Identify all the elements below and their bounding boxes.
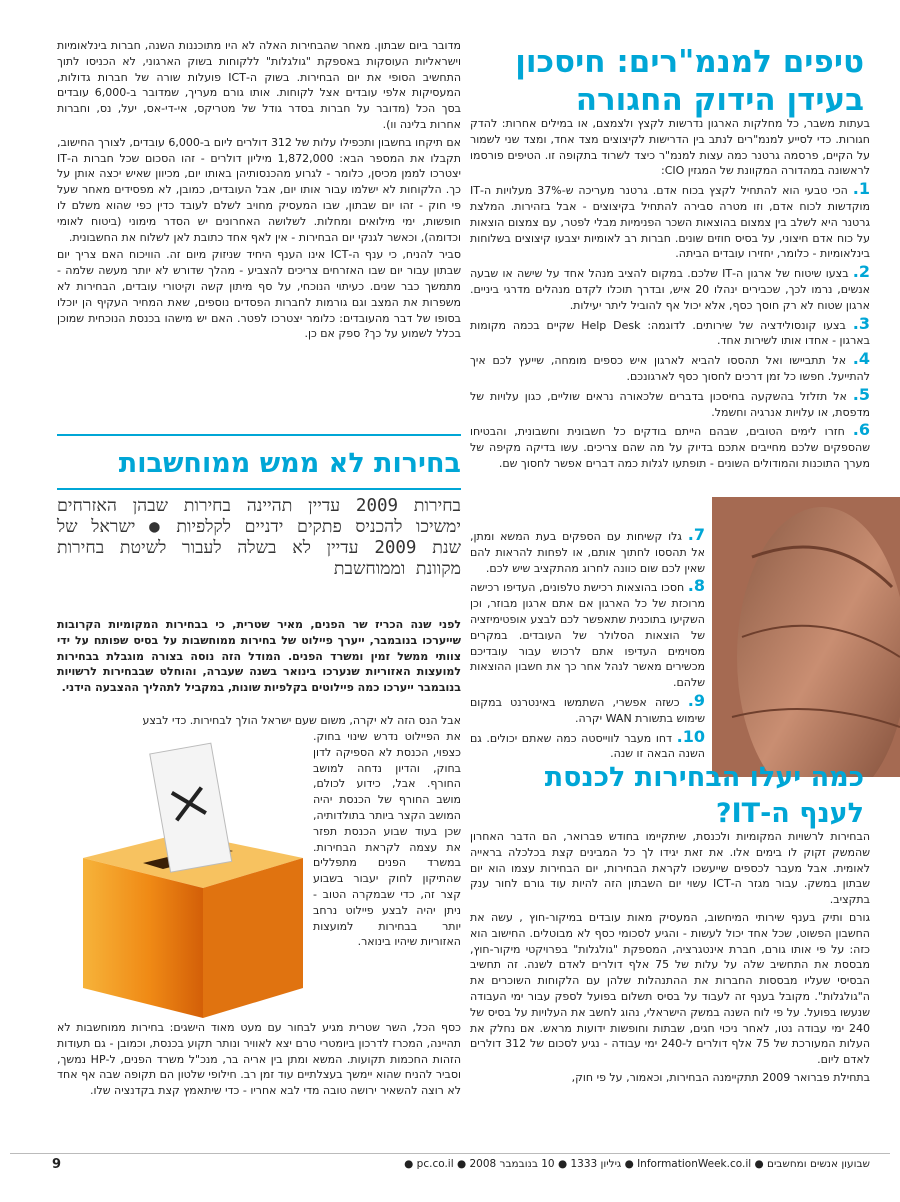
finger-image-icon (712, 497, 900, 777)
tip-item: 6. חזרו לימים הטובים, שבהם הייתם בודקים כל חשבונית וחשבונית, והבטיחו שהספקים שלכם מחייבים אתכם בדיוק על מה שהם צריכים. עשו בדיקה מקיפה של מערך התוכנות והמודולים השונים - תופתעו לגלות כמה דברים אפשר לחסוך שם. (470, 420, 870, 470)
left-intro-paragraph-2: אם תיקחו בחשבון ותכפילו עלות של 312 דולרים ליום ב-6,000 עובדים, לצורך החישוב, תקבלו את המספר הבא: 1,872,000 מיליון דולרים - זהו הסכום שכל חברות ה-IT יצטרכו לממן מכיסן, כלומר - לגרוע מהכנסותיהן באותו יום, מכיוון שאיש יכצה אותן על כך. הלקוחות לא ישלמו עבור אותו יום, אבל העובדים, כמובן, לא מפסידים מאחר שעל פי חוק - זהו יום שבתון, שבו המעסיק מחויב לשלם לעובד כדין כפי שהוא משלם לו חופשות, ימי מילואים ומחלות. לשלושה האחרונים יש הסדר מימוני (ביטוח לאומי וכדומה), וכאשר לגנקי יום הבחירות - אין לאף אחד כתובת לאן לשלוח את החשבונית. (57, 135, 461, 244)
ballot-box-icon (63, 738, 313, 1030)
tips-column-narrow (470, 527, 705, 764)
left-intro-paragraph-3: סביר להניח, כי ענף ה-ICT אינו הענף היחיד שניזוק מיום זה. הוויכוח האם צריך יום שבתון עבור יום שבו האזרחים צריכים להצביע - מהלך שדורש לא יותר מעשה שלמה - מתמשך כבר שנים. כעיתוי הנוכחי, על סף מיתון קשה וקיטורי עובדים, הבחירות לא משפרות את המצב וגם גורמות לחברות הפסדים נוספים, שאת המחיר העקיף הן יוכלו בסופו של דבר מהעובדים: כלומר יצטרכו לפטר. האם יש מישהו בכנסת הנוכחית שמוכן בכלל לשמוע על כך? ספק אם כן. (57, 248, 461, 341)
section-title: בחירות לא ממש ממוחשבות (118, 448, 461, 479)
election-cost-headline: כמה יעלו הבחירות לכנסת לענף ה-IT? (544, 762, 864, 829)
page-footer (10, 1153, 890, 1176)
election-cost-paragraph-3: בתחילת פברואר 2009 תתקיימנה הבחירות, וכאמור, על פי חוק, (571, 1070, 870, 1084)
tip-item: 3. בצעו קונסולידציה של שירותים. לדוגמה: Help Desk שקיים בכמה מקומות בארגון - אחדו אותו לשירות אחד. (470, 313, 870, 348)
tip-item: 9. כשזה אפשרי, השתמשו באינטרנט במקום שימוש בתשורת WAN יקרה. (470, 690, 705, 725)
tips-headline: טיפים למנמ"רים: חיסכון בעידן הידוק החגורה (515, 44, 864, 118)
tips-column (470, 116, 870, 474)
finger-photo (712, 497, 900, 777)
page-number: 9 (52, 1157, 62, 1172)
left-column (57, 38, 461, 344)
section-top-rule (57, 434, 461, 436)
tip-item: 5. אל תזלזל בהשקעה בחיסכון בדברים שלכאורה נראים שוליים, כגון עלויות של מדפסת, או עלויות אנרגיה וחשמל. (470, 384, 870, 419)
section-body-top: אבל הנס הזה לא יקרה, משום שעם ישראל הולך לבחירות. כדי לבצע (142, 714, 461, 727)
tips-intro: בעתות משבר, כל מחלקות הארגון נדרשות לקצץ ולצמצם, או במילים אחרות: להדק חגורות. כדי לסייע למנמ"רים לנתב בין הדרישות לקיצוצים מצד אחד, ומצד שני לשמור על הקיים, פרסמה גרטנר כמה עצות למנמ"ר כיצד לשרוד בתקופה זו. הטיפים פורסמו לראשונה במהדורה המקוונת של המגזין CIO: (470, 117, 870, 178)
section-bottom-rule (57, 488, 461, 490)
left-intro-paragraph-1: מדובר ביום שבתון. מאחר שהבחירות האלה לא היו מתוכננות השנה, חברות בינלאומיות וישראליות העוסקות באספקת "גולגלות" ללקוחות בשוק הארגוני, לא הכניסו לתוך התחשיב הסופי את יום הבחירות. בשוק ה-ICT פועלות שורה של חברות גדולות, המעסיקות אלפי עובדים אצל לקוחות. אותו גורם מעריך, שמדובר ב-6,000 עובדים בסך הכל (מדובר על חברות בסדר גודל של מטריקס, אי-די-אס, יעל, נס, וחברות אחרות בלינה וו). (57, 39, 462, 131)
election-cost-body (470, 829, 870, 1088)
section-body-bottom: כסף הכל, השר שטרית מגיע לבחור עם מעט מאוד הישגים: בחירות ממוחשבות לא תהיינה, המכרז לדרכון ביומטרי טרם יצא לאוויר ונותר תקוע בכנסת, וכמובן - גם תעודות הזהות החכמות תקועות. המשא ומתן בין אריה בר, מנכ"ל משרד הפנים, ל-HP נמשך, וסביר להניח שהוא יימשך בעצלתיים עוד זמן רב. חילופי שלטון הם תקופה שבה אף אחד לא רוצה להשאיר ירושה טובה מדי לבא אחריו - כדי שיתאמץ קצת בקדנציה שלו. (57, 1021, 462, 1098)
tip-item: 8. חסכו בהוצאות רכישת טלפונים, העדיפו רכישה מרוכזת של כל הארגון אם אתם ארגון מבוזר, וכן השקיעו בתוכנית שתאפשר לכם לבצע אופטימיזציה של הוצאות הסלולר של העובדים. במקרים מסוימים העדיפו אתם לרכוש עבור עובדיכם מכשירים מאשר לנהל אחר כך את חשבון ההוצאות שלהם. (470, 576, 706, 690)
section-lead: לפני שנה הכריז שר הפנים, מאיר שטרית, כי בבחירות המקומיות הקרובות שייערכו בנובמבר, ייערך פיילוט של בחירות ממוחשבות על בסיס שפותח על ידי צוותי ממשל זמין ומשרד הפנים. המודל הזה נוסה בצורה מוגבלת בבחירות למועצות האזוריות שנערכו בינואר בשנה שעברה, והוחלט שבבחירות לרשויות בנובמבר ייערכו כמה פיילוטים בקלפיות שונות, במקביל לתהליך ההצבעה הידני. (57, 618, 461, 695)
election-cost-paragraph-2: גורם ותיק בענף שירותי המיחשוב, המעסיק מאות עובדים במיקור-חוץ , עשה את החשבון הפשוט, שכל אחד יכול לעשות - והגיע לסכומי כסף לא מבוטלים. החישוב הוא כזה: על פי אותו גורם, חברת אינטגרציה, המספקת "גולגלות" בפרויקטי מיקור-חוץ, מבססת את התחשיב שלה על עלות של 75 אלף דולרים לאדם לשנה. זה תחשיב הבסיסי שעליו מבססות החברות את ההתנהלות שלהן עם הלקוחות השוכרים את ה"גולגלות". מקובל בענף זה לעבוד על בסיס תשלום בפועל לספק עבור ימי העבודה שנעשו בפועל. על פי לוח השנה במשק הישראלי, נהוג לחשב את העלויות על בסיס של 240 ימי עבודה נטו, לאחר ניכוי חגים, שבתות וחופשות ידועות מראש. אם נחלק את העלות המעורכת של 75 אלף דולרים ל-240 ימי עבודה - נגיע לסכום של 312 דולרים לאדם ליום. (470, 910, 871, 1067)
tip-item: 7. גלו קשיחות עם הספקים בעת המשא ומתן, אל תהססו לחתוך אותם, או לפחות להראות להם שאין לכם שום כוונה לחרוג מהתקציב שיש לכם. (470, 525, 705, 575)
tip-item: 10. דחו מעבר לווייסטה כמה שאתם יכולים. גם השנה הבאה זו שנה. (470, 726, 705, 761)
section-deck: בחירות 2009 עדיין תהיינה בחירות שבהן האזרחים ימשיכו להכניס פתקים ידניים לקלפיות ● ישראל של שנת 2009 עדיין לא בשלה לעבור לשיטת בחירות מקוונת וממוחשבת (57, 496, 461, 579)
tip-item: 4. אל תתביישו ואל תהססו להביא לארגון איש כספים מומחה, שייעץ לכם איך להתייעל. חפשו כל זמן דרכים לחסוך כסף לארגונכם. (470, 349, 870, 383)
section-body-wrap: את הפיילוט נדרש שינוי בחוק. כצפוי, הכנסת לא הספיקה לדון בחוק, והדיון נדחה למושב החורף. אבל, כידוע לכולם, מושב החורף של הכנסת יהיה המושב הקצר ביותר בתולדותיה, שכן בעוד שבוע הכנסת תפזר את עצמה לקראת הבחירות. במשרד הפנים מתפללים שהתיקון לחוק יעבור בשבוע קצר זה, כדי שבמקרה הטוב - ניתן יהיה לבצע פיילוט נרחב יותר בבחירות למועצות האזוריות שיהיו בינואר. (313, 730, 461, 949)
election-cost-paragraph-1: הבחירות לרשויות המקומיות ולכנסת, שיתקיימו בחודש פברואר, הם הדבר האחרון שהמשק זקוק לו בימים אלו. את זאת יגידו לך כל המבינים קצת בכלכלה בראייה לאומית. אבל מעבר לכספים שייעשכו לקראת הבחירות, יום הבחירות עצמו הוא יום שבתון במשק. עבור מגזר ה-ICT עשוי יום השבתון הזה להיות עוד גורם לחור ענק בתקציב. (470, 830, 870, 907)
ballot-box-image (63, 738, 313, 1030)
tip-item: 1. הכי טבעי הוא להתחיל לקצץ בכוח אדם. גרטנר מעריכה ש-37% מעלויות ה-IT מוקדשות לכוח אדם, וזו מטרה סבירה להתחיל בקיצוצים - אבל בזהירות. המלצת גרטנר היא לשלב בין צמצום בהוצאות השכר הפנימיות מבלי לפטר, עם צמצום הוצאות על כוח אדם חיצוני, על בסיס חוזים שונים. חברות רב לאומיות יצבעו קיצוצים בשלוחות בינלאומיות - כלומר, יחזירו עובדים הביתה. (470, 179, 870, 261)
tip-item: 2. בצעו שיטוח של ארגון ה-IT שלכם. במקום להציב מנהל אחד על שישה או שבעה אנשים, נרמו לכך, שכבירים ינהלו 20 איש, ובדרך תוכלו לקדם מנהלים מדרגי ביניים. ארגון שטוח לא רק חוסך כסף, אלא יכול אף להוביל ליתר יעילות. (470, 262, 870, 312)
footer-line: שבועון אנשים ומחשבים ● InformationWeek.co.il ● גיליון 1333 ● 10 בנובמבר 2008 ● pc.co.il ● (404, 1158, 870, 1170)
